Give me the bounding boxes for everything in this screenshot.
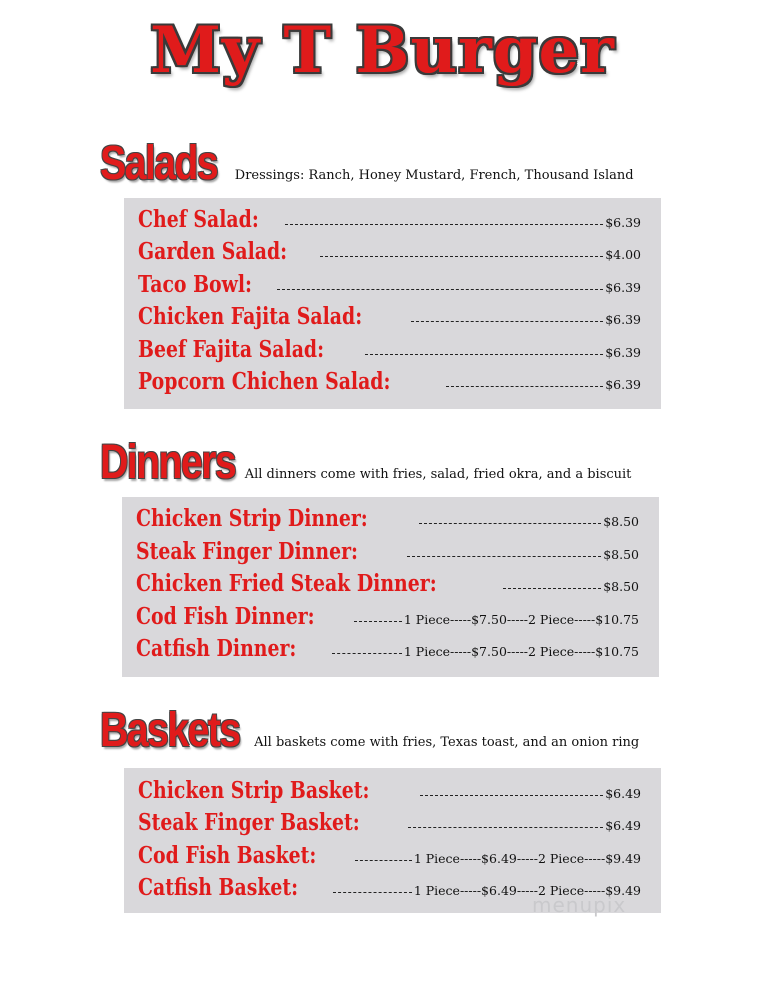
item-name: Chicken Fried Steak Dinner: [136,570,437,597]
baskets-title: Baskets [100,704,240,757]
item-name: Cod Fish Dinner: [136,603,315,630]
dotted-leader [503,587,602,589]
item-name: Chicken Fajita Salad: [138,303,363,330]
salads-title: Salads [100,137,218,190]
item-price: $6.39 [605,345,641,360]
menu-item-chicken-strip-dinner [136,501,639,533]
item-price: $6.39 [605,312,641,327]
item-name: Beef Fajita Salad: [138,336,325,363]
baskets-note: All baskets come with fries, Texas toast, and an onion ring [254,735,640,750]
item-name: Catfish Dinner: [136,635,297,662]
dotted-leader [446,385,603,387]
menu-item-chicken-fajita-salad [138,299,641,331]
dotted-leader [355,859,411,861]
item-price: $6.39 [605,215,641,230]
item-price: $6.39 [605,377,641,392]
item-price: 1 Piece-----$6.49-----2 Piece-----$9.49 [413,883,641,898]
item-price: $8.50 [603,547,639,562]
menu-item-steak-finger-dinner [136,534,639,566]
dotted-leader [365,353,603,355]
item-name: Chicken Strip Basket: [138,777,370,804]
dotted-leader [332,652,402,654]
dotted-leader [420,794,603,796]
salads-menu-box [124,198,661,409]
menu-item-chicken-fried-steak-dinner [136,566,639,598]
dinners-title: Dinners [100,436,236,489]
baskets-menu-box [124,768,661,913]
dinners-header [100,435,631,490]
item-price: $6.49 [605,818,641,833]
restaurant-title: My T Burger [150,13,615,88]
dotted-leader [408,826,603,828]
dotted-leader [333,891,412,893]
item-name: Steak Finger Basket: [138,809,360,836]
watermark-text: menupix [532,893,627,917]
menu-item-popcorn-chichen-salad [138,364,641,396]
item-name: Cod Fish Basket: [138,842,317,869]
dinners-note: All dinners come with fries, salad, fried okra, and a biscuit [244,467,632,482]
item-price: $6.49 [605,786,641,801]
item-price: 1 Piece-----$7.50-----2 Piece-----$10.75 [403,612,639,627]
item-name: Garden Salad: [138,238,288,265]
menu-item-catfish-dinner [136,631,639,663]
baskets-header [100,703,639,758]
dotted-leader [320,255,603,257]
item-price: 1 Piece-----$7.50-----2 Piece-----$10.75 [403,644,639,659]
dotted-leader [285,223,603,225]
item-price: $6.39 [605,280,641,295]
item-name: Chef Salad: [138,206,259,233]
dotted-leader [277,288,603,290]
dotted-leader [354,620,402,622]
dotted-leader [419,522,602,524]
item-price: $8.50 [603,514,639,529]
salads-header [100,136,634,191]
item-name: Catfish Basket: [138,874,299,901]
dotted-leader [411,320,603,322]
item-name: Steak Finger Dinner: [136,538,358,565]
menu-item-steak-finger-basket [138,805,641,837]
item-name: Taco Bowl: [138,271,252,298]
menu-item-cod-fish-basket [138,838,641,870]
dotted-leader [407,555,601,557]
menu-item-chicken-strip-basket [138,773,641,805]
dinners-menu-box [122,497,659,677]
item-name: Chicken Strip Dinner: [136,505,368,532]
item-price: $8.50 [603,579,639,594]
menu-item-cod-fish-dinner [136,599,639,631]
menu-item-chef-salad [138,202,641,234]
menu-item-beef-fajita-salad [138,332,641,364]
item-price: 1 Piece-----$6.49-----2 Piece-----$9.49 [413,851,641,866]
salads-note: Dressings: Ranch, Honey Mustard, French, Thousand Island [234,168,634,183]
item-name: Popcorn Chichen Salad: [138,368,391,395]
menu-item-taco-bowl [138,267,641,299]
menu-item-garden-salad [138,234,641,266]
item-price: $4.00 [605,247,641,262]
